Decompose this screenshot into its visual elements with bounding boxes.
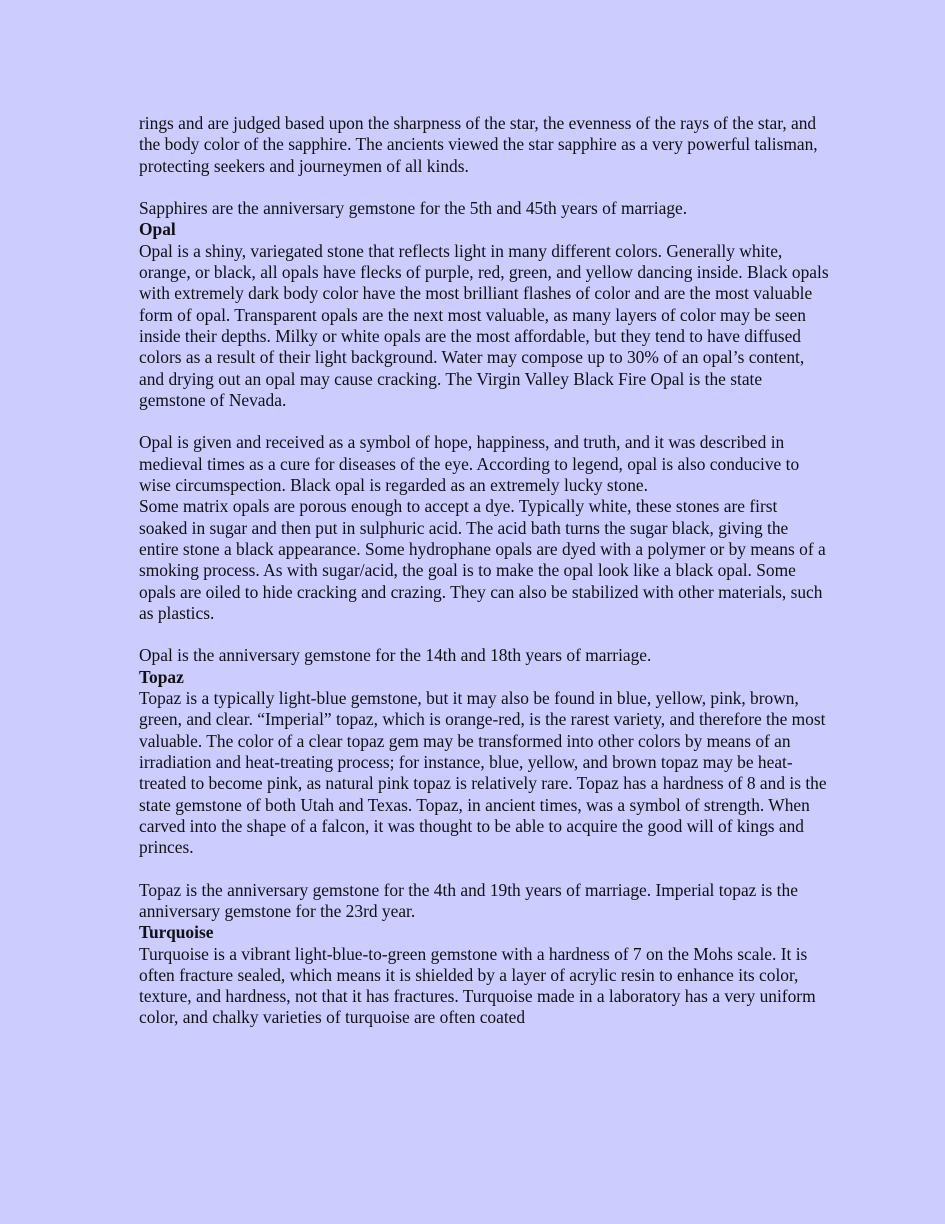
opal-description-paragraph: Opal is a shiny, variegated stone that reflects light in many different colors. Generally white, orange, or black, all opals have flecks of purple, red, green, and yellow dancing inside. Black opals with extremely dark body color have the most brilliant flashes of color and are the most valuable form of opal. Transparent opals are the next most valuable, as many layers of color may be seen inside their depths. Milky or white opals are the most affordable, but they tend to have diffused colors as a result of their light background. Water may compose up to 30% of an opal’s content, and drying out an opal may cause cracking. The Virgin Valley Black Fire Opal is the state gemstone of Nevada. [139, 240, 829, 410]
opal-heading: Opal [139, 219, 176, 240]
turquoise-heading: Turquoise [139, 922, 214, 943]
opal-anniversary-paragraph: Opal is the anniversary gemstone for the 14th and 18th years of marriage. [139, 645, 652, 666]
document-page [139, 113, 829, 1029]
turquoise-description-paragraph: Turquoise is a vibrant light-blue-to-green gemstone with a hardness of 7 on the Mohs scale. It is often fracture sealed, which means it is shielded by a layer of acrylic resin to enhance its color, texture, and hardness, not that it has fractures. Turquoise made in a laboratory has a very uniform color, and chalky varieties of turquoise are often coated [139, 943, 816, 1028]
topaz-description-paragraph: Topaz is a typically light-blue gemstone, but it may also be found in blue, yellow, pink, brown, green, and clear. “Imperial” topaz, which is orange-red, is the rarest variety, and therefore the most valuable. The color of a clear topaz gem may be transformed into other colors by means of an irradiation and heat-treating process; for instance, blue, yellow, and brown topaz may be heat-treated to become pink, as natural pink topaz is relatively rare. Topaz has a hardness of 8 and is the state gemstone of both Utah and Texas. Topaz, in ancient times, was a symbol of strength. When carved into the shape of a falcon, it was thought to be able to acquire the good will of kings and princes. [139, 688, 827, 858]
sapphire-anniversary-paragraph: Sapphires are the anniversary gemstone for the 5th and 45th years of marriage. [139, 198, 688, 219]
opal-symbolism-paragraph: Opal is given and received as a symbol of hope, happiness, and truth, and it was described in medieval times as a cure for diseases of the eye. According to legend, opal is also conducive to wise circumspection. Black opal is regarded as an extremely lucky stone. [139, 432, 800, 496]
topaz-anniversary-paragraph: Topaz is the anniversary gemstone for the 4th and 19th years of marriage. Imperial topaz is the anniversary gemstone for the 23rd year. [139, 879, 798, 921]
topaz-heading: Topaz [139, 666, 184, 687]
opal-treatment-paragraph: Some matrix opals are porous enough to accept a dye. Typically white, these stones are first soaked in sugar and then put in sulphuric acid. The acid bath turns the sugar black, giving the entire stone a black appearance. Some hydrophane opals are dyed with a polymer or by means of a smoking process. As with sugar/acid, the goal is to make the opal look like a black opal. Some opals are oiled to hide cracking and crazing. They can also be stabilized with other materials, such as plastics. [139, 496, 826, 623]
sapphire-continuation-paragraph: rings and are judged based upon the sharpness of the star, the evenness of the rays of the star, and the body color of the sapphire. The ancients viewed the star sapphire as a very powerful talisman, protecting seekers and journeymen of all kinds. [139, 113, 818, 176]
